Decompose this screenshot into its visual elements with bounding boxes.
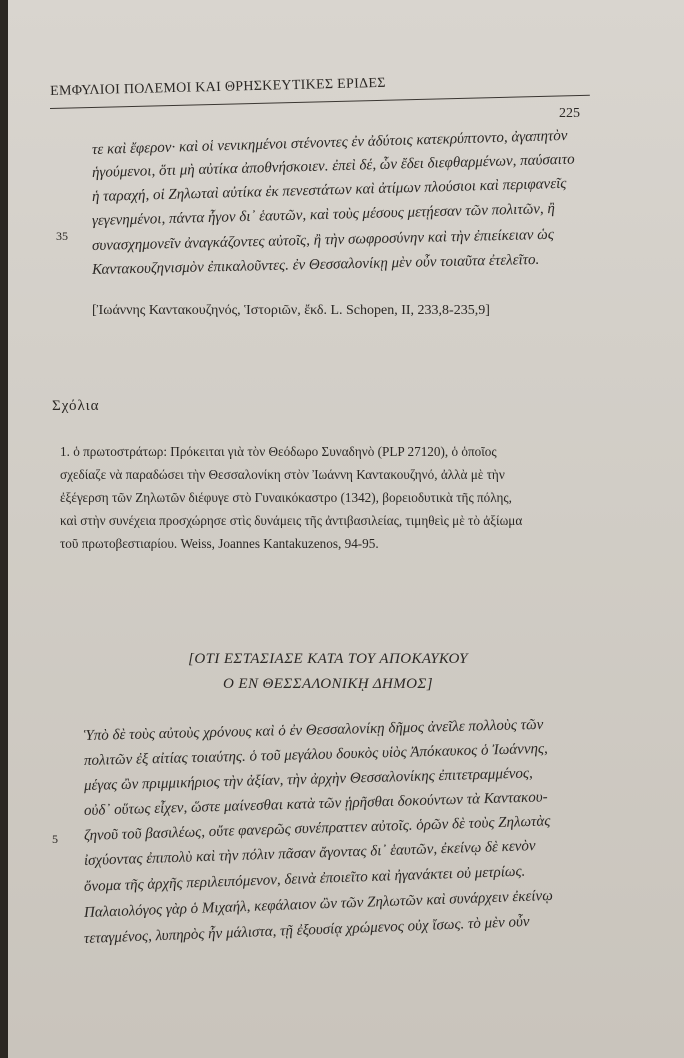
text-line: Καντακουζηνισμὸν ἐπικαλοῦντες. ἐν Θεσσαλονίκῃ μὲν οὖν τοιαῦτα ἐτελεῖτο. xyxy=(91,251,540,278)
text-line: ὄνομα τῆς ἀρχῆς περιλειπόμενον, δεινὰ ἐποιεῖτο καὶ ἠγανάκτει οὐ μετρίως. xyxy=(83,863,526,895)
section-title-line-1: [ΟΤΙ ΕΣΤΑΣΙΑΣΕ ΚΑΤΑ ΤΟΥ ΑΠΟΚΑΥΚΟΥ xyxy=(188,651,468,667)
line-number: 5 xyxy=(52,832,58,846)
text-line: Ὑπὸ δὲ τοὺς αὐτοὺς χρόνους καὶ ὁ ἐν Θεσσαλονίκῃ δῆμος ἀνεῖλε πολλοὺς τῶν xyxy=(83,716,544,744)
page-number: 225 xyxy=(559,106,580,121)
source-citation: [Ἰωάννης Καντακουζηνός, Ἱστοριῶν, ἔκδ. L. Schopen, II, 233,8-235,9] xyxy=(92,303,490,318)
note-line: καὶ στὴν συνέχεια προσχώρησε στὶς δυνάμεις τῆς ἀντιβασιλείας, τιμηθεὶς μὲ τὸ ἀξίωμα xyxy=(60,513,523,528)
text-line: ἰσχύοντας ἐπιπολὺ καὶ τὴν πόλιν πᾶσαν ἄγοντας δι᾽ ἑαυτῶν, ἐκείνῳ δὲ κενὸν xyxy=(83,838,536,869)
line-number: 35 xyxy=(56,229,68,243)
text-line: τε καὶ ἔφερον· καὶ οἱ νενικημένοι στένοντες ἐν ἀδύτοις κατεκρύπτοντο, ἀγαπητὸν xyxy=(91,127,568,158)
text-line: τεταγμένος, λυπηρὸς ἦν μάλιστα, τῇ ἐξουσίᾳ χρώμενος οὐχ ἴσως. τὸ μὲν οὖν xyxy=(83,913,530,947)
text-line: πολιτῶν ἐξ αἰτίας τοιαύτης. ὁ τοῦ μεγάλου δουκὸς υἱὸς Ἀπόκαυκος ὁ Ἰωάννης, xyxy=(83,740,548,769)
section-title-line-2: Ο ΕΝ ΘΕΣΣΑΛΟΝΙΚῌ ΔΗΜΟΣ] xyxy=(223,676,433,692)
note-line: 1. ὁ πρωτοστράτωρ: Πρόκειται γιὰ τὸν Θεόδωρο Συναδηνὸ (PLP 27120), ὁ ὁποῖος xyxy=(60,444,497,459)
note-line: τοῦ πρωτοβεστιαρίου. Weiss, Joannes Kantakuzenos, 94-95. xyxy=(60,536,379,551)
note-line: σχεδίαζε νὰ παραδώσει τὴν Θεσσαλονίκη στὸν Ἰωάννη Καντακουζηνό, ἀλλὰ μὲ τὴν xyxy=(60,467,505,482)
text-line: ἡγούμενοι, ὅτι μὴ αὐτίκα ἀποθνήσκοιεν. ἐπεὶ δέ, ὧν ἔδει διεφθαρμένων, παύσαιτο xyxy=(91,151,575,181)
comments-label: Σχόλια xyxy=(52,398,100,414)
text-line: συνασχημονεῖν ἀναγκάζοντες αὐτοῖς, ἢ τὴν σωφροσύνην καὶ τὴν ἐπιείκειαν ὡς xyxy=(91,226,555,254)
running-head: ΕΜΦΥΛΙΟΙ ΠΟΛΕΜΟΙ ΚΑΙ ΘΡΗΣΚΕΥΤΙΚΕΣ ΕΡΙΔΕΣ xyxy=(50,75,386,99)
text-line: γεγενημένοι, πάντα ἦγον δι᾽ ἑαυτῶν, καὶ τοὺς μέσους μετῄεσαν τῶν πολιτῶν, ἢ xyxy=(91,200,556,229)
note-line: ἐξέγερση τῶν Ζηλωτῶν διέφυγε στὸ Γυναικόκαστρο (1342), βορειοδυτικὰ τῆς πόλης, xyxy=(60,490,512,505)
text-line: Παλαιολόγος γὰρ ὁ Μιχαήλ, κεφάλαιον ὢν τῶν Ζηλωτῶν καὶ συνάρχειν ἐκείνῳ xyxy=(83,887,554,921)
text-line: μέγας ὢν πριμμικήριος τὴν ἀξίαν, τὴν ἀρχὴν Θεσσαλονίκης ἐπιτετραμμένος, xyxy=(83,765,533,794)
text-line: ζηνοῦ τοῦ βασιλέως, οὔτε φανερῶς συνέπραττεν αὐτοῖς. ὁρῶν δὲ τοὺς Ζηλωτὰς xyxy=(83,813,551,844)
text-line: οὐδ᾽ οὕτως εἶχεν, ὥστε μαίνεσθαι κατὰ τῶν ᾑρῆσθαι δοκούντων τὰ Καντακου- xyxy=(83,789,548,819)
book-page xyxy=(8,0,684,1058)
text-line: ἡ ταραχή, οἱ Ζηλωταὶ αὐτίκα ἐκ πενεστάτων καὶ ἀτίμων πλούσιοι καὶ περιφανεῖς xyxy=(91,175,567,205)
